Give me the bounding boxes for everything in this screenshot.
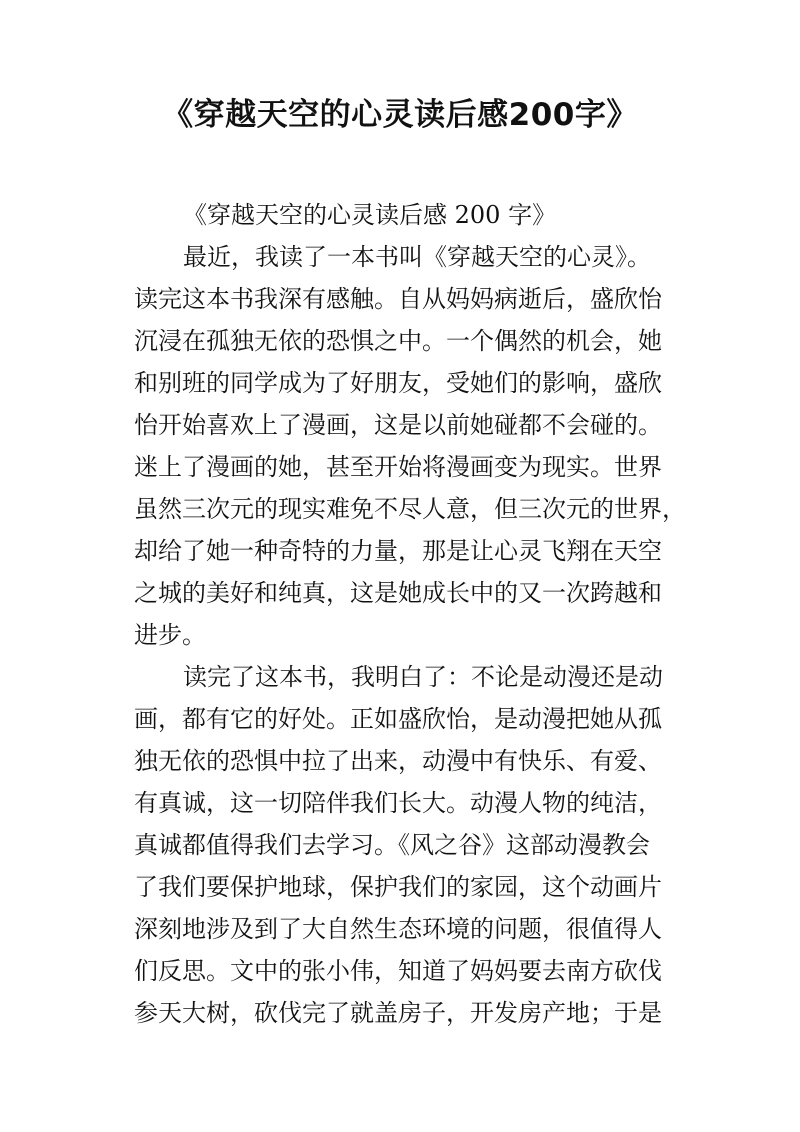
text-line: 迷上了漫画的她，甚至开始将漫画变为现实。世界 [134, 453, 662, 481]
text-line: 进步。 [134, 621, 206, 649]
text-line: 独无依的恐惧中拉了出来，动漫中有快乐、有爱、 [134, 747, 662, 775]
text-line: 读完这本书我深有感触。自从妈妈病逝后，盛欣怡 [134, 285, 662, 313]
text-line: 深刻地涉及到了大自然生态环境的问题，很值得人 [134, 915, 662, 943]
paragraph-2 [134, 656, 694, 1034]
text-line: 和别班的同学成为了好朋友，受她们的影响，盛欣 [134, 369, 662, 397]
document-title: 《穿越天空的心灵读后感200字》 [162, 97, 638, 133]
text-line: 沉浸在孤独无依的恐惧之中。一个偶然的机会，她 [134, 327, 662, 355]
text-line: 读完了这本书，我明白了：不论是动漫还是动 [183, 663, 663, 691]
text-line: 怡开始喜欢上了漫画，这是以前她碰都不会碰的。 [134, 411, 662, 439]
text-line: 参天大树，砍伐完了就盖房子，开发房产地；于是 [134, 999, 662, 1027]
text-line: 最近，我读了一本书叫《穿越天空的心灵》。 [183, 243, 651, 271]
document-body [134, 194, 694, 1034]
text-line: 之城的美好和纯真，这是她成长中的又一次跨越和 [134, 579, 662, 607]
text-line: 了我们要保护地球，保护我们的家园，这个动画片 [134, 873, 662, 901]
text-line: 有真诚，这一切陪伴我们长大。动漫人物的纯洁， [134, 789, 662, 817]
text-line: 却给了她一种奇特的力量，那是让心灵飞翔在天空 [134, 537, 662, 565]
text-line: 虽然三次元的现实难免不尽人意，但三次元的世界， [134, 495, 686, 523]
paragraph-1 [134, 236, 694, 656]
text-line: 画，都有它的好处。正如盛欣怡，是动漫把她从孤 [134, 705, 662, 733]
text-line: 们反思。文中的张小伟，知道了妈妈要去南方砍伐 [134, 957, 662, 985]
subtitle: 《穿越天空的心灵读后感 200 字》 [183, 201, 557, 229]
text-line: 真诚都值得我们去学习。《风之谷》这部动漫教会 [134, 831, 650, 859]
